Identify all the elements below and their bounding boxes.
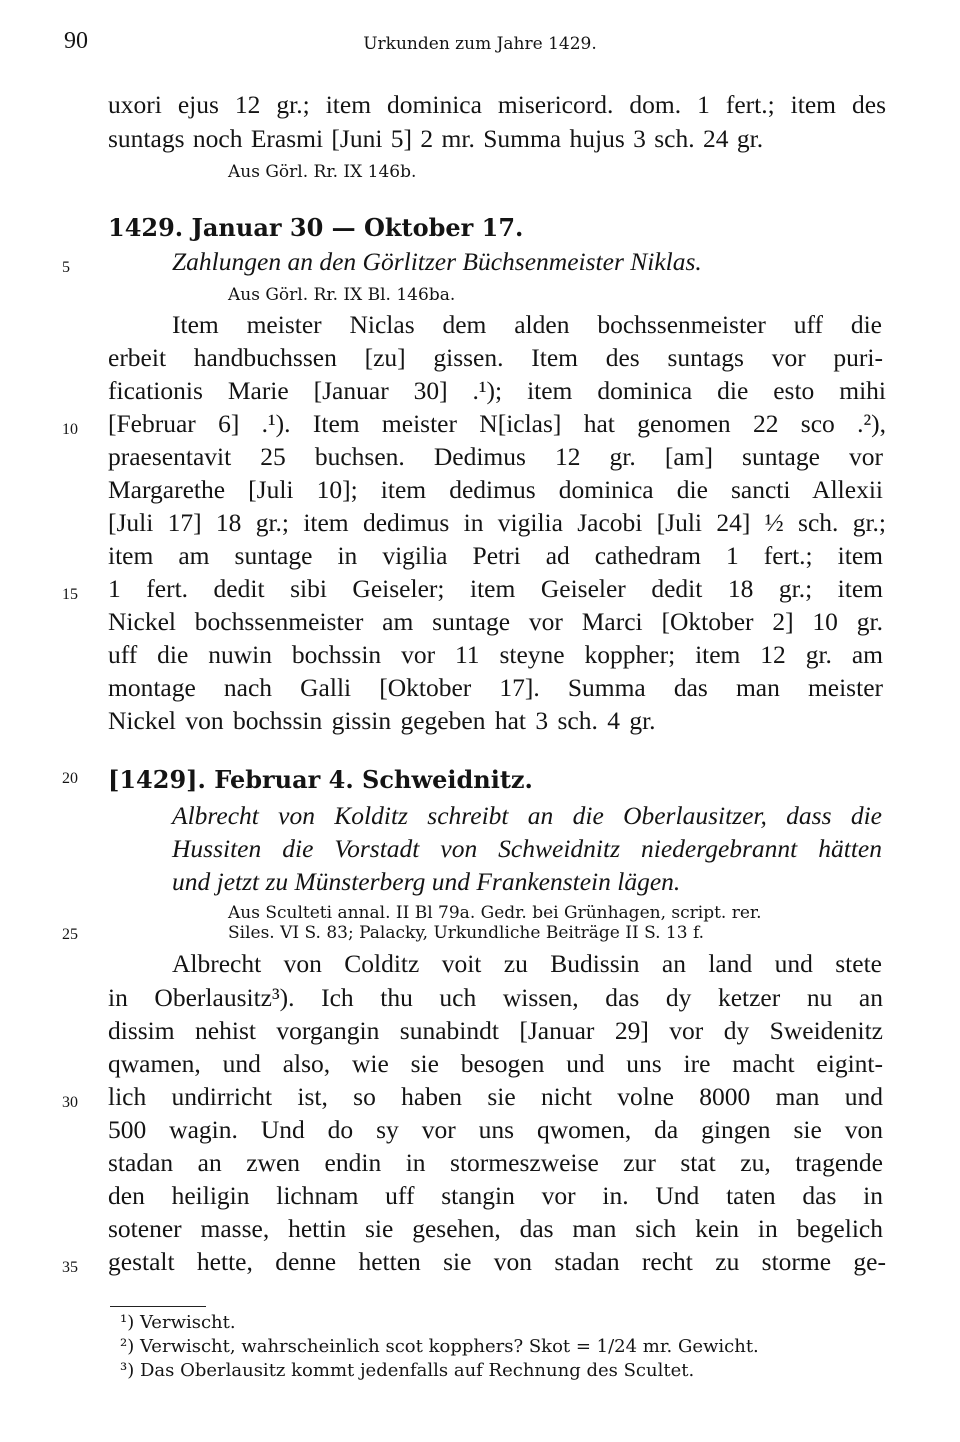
text-line: qwamen, und also, wie sie besogen und uns ire macht eigint- [108, 1049, 883, 1078]
text-line: dissim nehist vorgangin sunabindt [Januar 29] vor dy Sweidenitz [108, 1016, 883, 1045]
entry-date: 1429. Januar 30 — Oktober 17. [108, 213, 524, 242]
text-line: stadan an zwen endin in stormeszweise zur stat zu, tragende [108, 1148, 883, 1177]
footnote-rule [110, 1306, 206, 1307]
line-number: 5 [62, 259, 70, 276]
source-note: Aus Görl. Rr. IX 146b. [228, 162, 417, 182]
text-line: in Oberlausitz³). Ich thu uch wissen, das dy ketzer nu an [108, 983, 883, 1012]
footnote: ¹) Verwischt. [120, 1312, 236, 1333]
text-line: Albrecht von Colditz voit zu Budissin an land und stete [172, 949, 882, 978]
line-number: 20 [62, 770, 78, 787]
text-line: Margarethe [Juli 10]; item dedimus dominica die sancti Allexii [108, 475, 883, 504]
text-line: lich undirricht ist, so haben sie nicht volne 8000 man und [108, 1082, 883, 1111]
entry-summary: Zahlungen an den Görlitzer Büchsenmeister Niklas. [172, 247, 702, 276]
text-line: uff die nuwin bochssin vor 11 steyne koppher; item 12 gr. am [108, 640, 883, 669]
source-note: Aus Görl. Rr. IX Bl. 146ba. [228, 285, 456, 305]
line-number: 25 [62, 926, 78, 943]
text-line: 1 fert. dedit sibi Geiseler; item Geiseler dedit 18 gr.; item [108, 574, 883, 603]
line-number: 15 [62, 586, 78, 603]
text-line: [Juli 17] 18 gr.; item dedimus in vigilia Jacobi [Juli 24] ½ sch. gr.; [108, 508, 886, 537]
text-line: den heiligin lichnam uff stangin vor in. Und taten das in [108, 1181, 883, 1210]
text-line: erbeit handbuchssen [zu] gissen. Item des suntags vor puri- [108, 343, 883, 372]
text-line: [Februar 6] .¹). Item meister N[iclas] hat genomen 22 sco .²), [108, 409, 886, 438]
footnote: ³) Das Oberlausitz kommt jedenfalls auf Rechnung des Scultet. [120, 1360, 695, 1381]
entry-summary: und jetzt zu Münsterberg und Frankenstein lägen. [172, 867, 681, 896]
text-line: montage nach Galli [Oktober 17]. Summa das man meister [108, 673, 883, 702]
line-number: 35 [62, 1259, 78, 1276]
text-line: item am suntage in vigilia Petri ad cathedram 1 fert.; item [108, 541, 883, 570]
line-number: 30 [62, 1094, 78, 1111]
text-line: Nickel von bochssin gissin gegeben hat 3 sch. 4 gr. [108, 706, 656, 735]
entry-summary: Hussiten die Vorstadt von Schweidnitz niedergebrannt hätten [172, 834, 882, 863]
text-line: Nickel bochssenmeister am suntage vor Marci [Oktober 2] 10 gr. [108, 607, 883, 636]
text-line: praesentavit 25 buchsen. Dedimus 12 gr. [am] suntage vor [108, 442, 883, 471]
source-note: Siles. VI S. 83; Palacky, Urkundliche Beiträge II S. 13 f. [228, 923, 705, 943]
text-line: gestalt hette, denne hetten sie von stadan recht zu storme ge- [108, 1247, 886, 1276]
page-number: 90 [64, 28, 88, 54]
entry-date: [1429]. Februar 4. Schweidnitz. [108, 765, 533, 794]
text-line: ficationis Marie [Januar 30] .¹); item dominica die esto mihi [108, 376, 886, 405]
entry-summary: Albrecht von Kolditz schreibt an die Oberlausitzer, dass die [172, 801, 882, 830]
footnote: ²) Verwischt, wahrscheinlich scot kopphers? Skot = 1/24 mr. Gewicht. [120, 1336, 759, 1357]
text-line: uxori ejus 12 gr.; item dominica misericord. dom. 1 fert.; item des [108, 90, 886, 119]
line-number: 10 [62, 421, 78, 438]
text-line: 500 wagin. Und do sy vor uns qwomen, da gingen sie von [108, 1115, 883, 1144]
text-line: sotener masse, hettin sie gesehen, das man sich kein in begelich [108, 1214, 883, 1243]
running-title: Urkunden zum Jahre 1429. [363, 34, 597, 54]
text-line: suntags noch Erasmi [Juni 5] 2 mr. Summa hujus 3 sch. 24 gr. [108, 124, 764, 153]
text-line: Item meister Niclas dem alden bochssenmeister uff die [172, 310, 882, 339]
source-note: Aus Sculteti annal. II Bl 79a. Gedr. bei Grünhagen, script. rer. [228, 903, 762, 923]
